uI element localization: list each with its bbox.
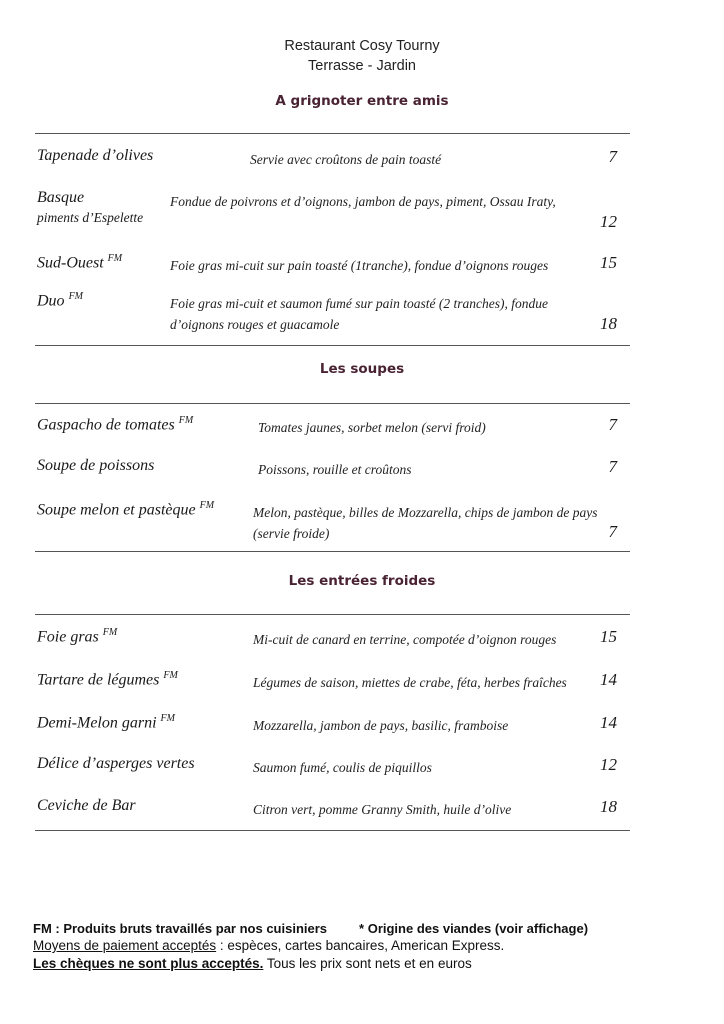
item-description: Foie gras mi-cuit sur pain toasté (1tranche), fondue d’oignons rouges — [170, 258, 549, 273]
item-name-text: Gaspacho de tomates — [37, 416, 175, 434]
item-price: 18 — [600, 314, 617, 333]
item-description: Citron vert, pomme Granny Smith, huile d’olive — [253, 802, 512, 817]
item-description: Mozzarella, jambon de pays, basilic, framboise — [253, 718, 509, 733]
item-description: Tomates jaunes, sorbet melon (servi froid) — [258, 420, 486, 435]
item-price: 7 — [608, 147, 617, 166]
divider — [35, 614, 630, 615]
fm-mark: FM — [163, 670, 178, 681]
item-price: 7 — [608, 457, 617, 476]
item-price: 14 — [600, 670, 617, 689]
section-title: Les soupes — [319, 361, 405, 377]
item-name-text: Soupe de poissons — [37, 457, 155, 474]
item-name — [37, 147, 153, 165]
item-description: Foie gras mi-cuit et saumon fumé sur pain toasté (2 tranches), fondue d’oignons rouges et guacamole — [170, 296, 548, 332]
restaurant-subtitle: Terrasse - Jardin — [308, 58, 416, 74]
fm-mark: FM — [102, 627, 118, 638]
fm-mark: FM — [107, 253, 123, 264]
menu-item — [37, 500, 627, 550]
payment-line — [33, 938, 504, 953]
item-name — [37, 415, 193, 434]
item-description: Mi-cuit de canard en terrine, compotée d’oignon rouges — [253, 632, 557, 647]
item-name-text: Délice d’asperges vertes — [37, 755, 195, 772]
fm-mark: FM — [178, 415, 194, 426]
item-name — [37, 755, 195, 773]
item-name-line2: piments d’Espelette — [37, 210, 144, 225]
section-title: Les entrées froides — [288, 573, 436, 589]
item-price: 15 — [600, 627, 617, 646]
payment-label: Moyens de paiement acceptés — [33, 938, 217, 953]
fm-mark: FM — [160, 713, 175, 724]
divider — [35, 403, 630, 404]
item-name — [37, 797, 136, 815]
item-name — [37, 253, 122, 272]
fm-note: FM : Produits bruts travaillés par nos cuisiniers — [33, 921, 328, 936]
prices-note: Tous les prix sont nets et en euros — [263, 956, 472, 971]
item-description: Fondue de poivrons et d’oignons, jambon de pays, piment, Ossau Iraty, — [170, 194, 556, 209]
item-name — [37, 670, 178, 689]
item-name-text: Demi-Melon garni — [37, 714, 157, 732]
menu-item — [37, 797, 627, 847]
menu-item — [37, 189, 627, 239]
item-price: 15 — [600, 253, 617, 272]
item-description: Poissons, rouille et croûtons — [258, 462, 412, 477]
item-description: Melon, pastèque, billes de Mozzarella, chips de jambon de pays (servie froide) — [253, 505, 598, 541]
divider — [35, 551, 630, 552]
cheques-line — [33, 956, 472, 971]
item-price: 18 — [600, 797, 617, 816]
restaurant-name: Restaurant Cosy Tourny — [284, 38, 440, 54]
item-name — [37, 291, 83, 310]
item-price: 14 — [600, 713, 617, 732]
item-name-text: Basque — [37, 189, 85, 206]
item-price: 12 — [600, 755, 617, 774]
item-name-text: Duo — [37, 292, 65, 310]
section-title: A grignoter entre amis — [275, 93, 449, 109]
footer-notes — [33, 921, 588, 936]
item-name-text: Foie gras — [37, 628, 99, 646]
origin-note: * Origine des viandes (voir affichage) — [359, 921, 589, 936]
item-name-text: Ceviche de Bar — [37, 797, 136, 814]
item-name — [37, 627, 117, 646]
item-name-text: Soupe melon et pastèque — [37, 501, 196, 519]
payment-methods: : espèces, cartes bancaires, American Express. — [216, 938, 505, 953]
divider — [35, 345, 630, 346]
fm-mark: FM — [199, 500, 215, 511]
item-description: Servie avec croûtons de pain toasté — [250, 152, 442, 167]
fm-mark: FM — [68, 291, 84, 302]
menu-item — [37, 291, 627, 341]
item-name-text: Tartare de légumes — [37, 671, 160, 689]
item-name-text: Sud-Ouest — [37, 254, 104, 272]
item-name — [37, 189, 84, 207]
item-description: Légumes de saison, miettes de crabe, féta, herbes fraîches — [253, 675, 567, 690]
item-name — [37, 713, 175, 732]
cheques-note: Les chèques ne sont plus acceptés. — [33, 956, 264, 971]
item-name — [37, 500, 214, 519]
item-description: Saumon fumé, coulis de piquillos — [253, 760, 432, 775]
item-price: 7 — [608, 415, 617, 434]
item-name-text: Tapenade d’olives — [37, 147, 154, 164]
divider — [35, 133, 630, 134]
item-price: 7 — [608, 522, 617, 541]
item-name — [37, 457, 154, 475]
item-price: 12 — [600, 212, 617, 231]
